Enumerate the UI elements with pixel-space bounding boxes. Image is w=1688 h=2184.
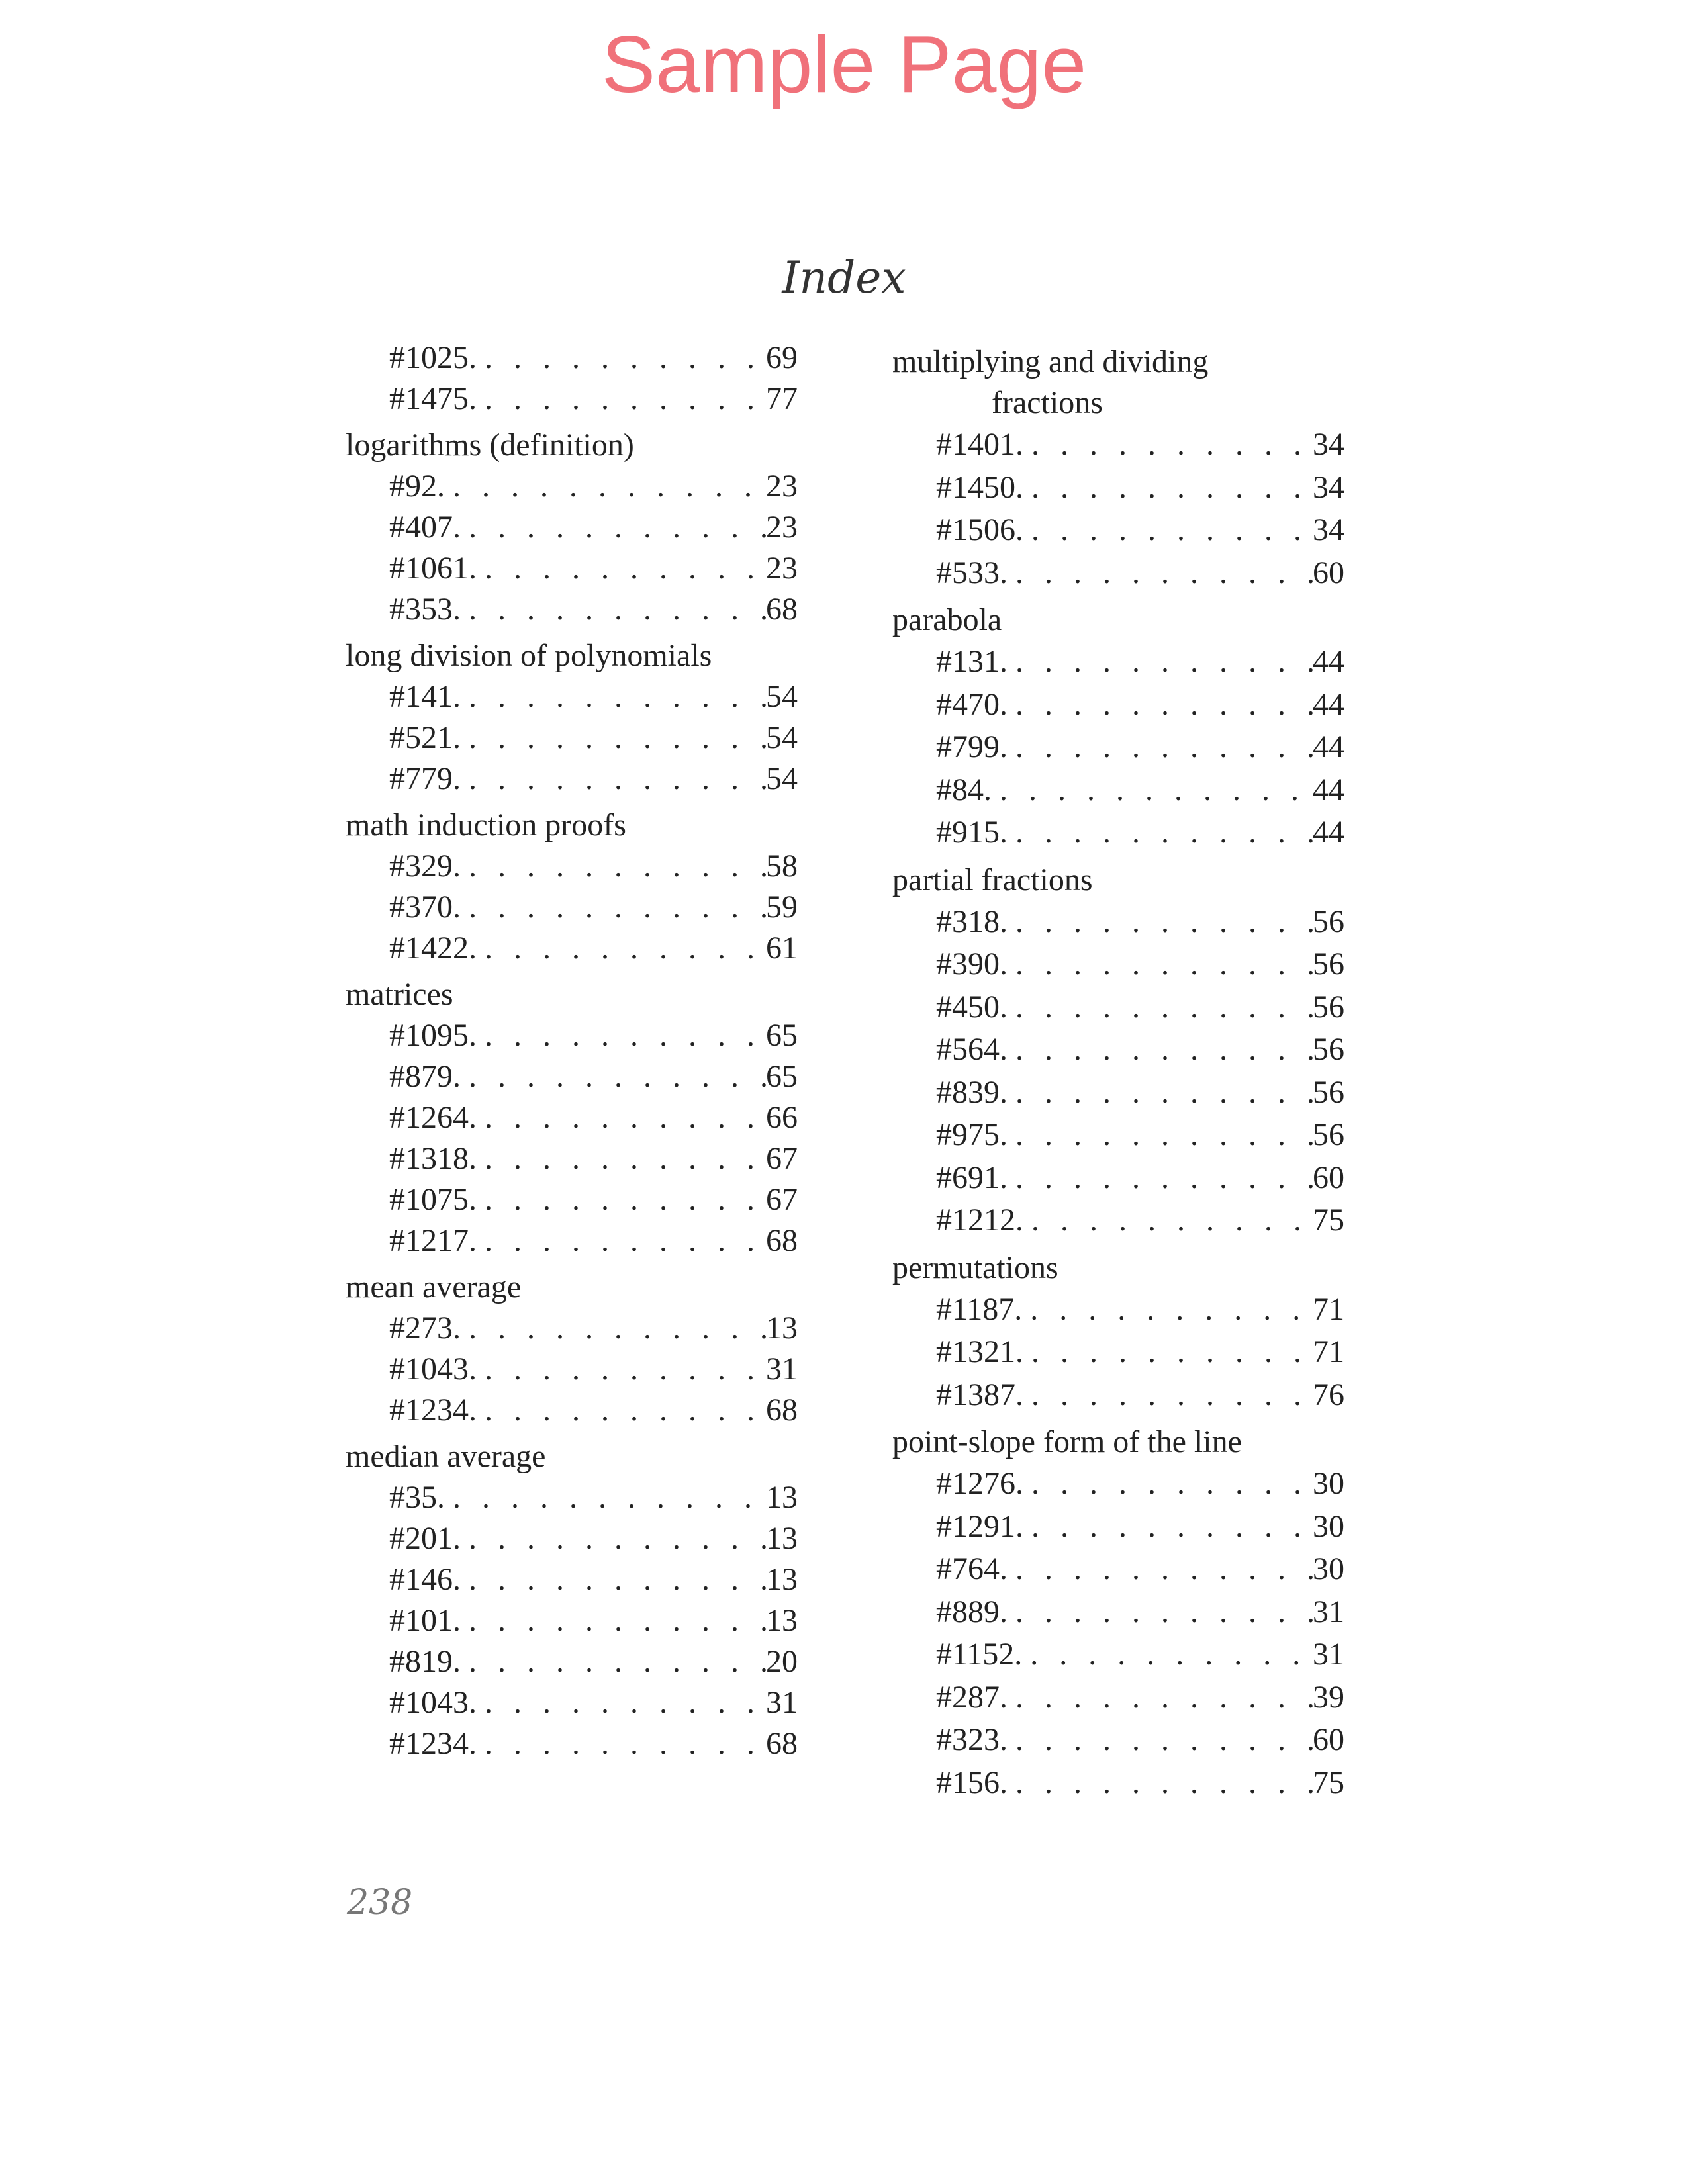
index-entry-page: 34 <box>1313 512 1344 547</box>
index-entry <box>346 1641 798 1682</box>
page-title: Index <box>782 252 906 303</box>
index-entry <box>892 1463 1344 1506</box>
index-entry <box>892 1762 1344 1805</box>
index-entry-ref: #35. <box>389 1480 445 1515</box>
index-entry-ref: #1276. <box>936 1466 1023 1501</box>
index-entry-ref: #879. <box>389 1059 461 1094</box>
index-entry-page: 76 <box>1313 1377 1344 1412</box>
index-entry-page: 30 <box>1313 1551 1344 1586</box>
index-term <box>346 1436 798 1477</box>
index-term-label: point-slope form of the line <box>892 1424 1242 1459</box>
index-entry <box>346 1390 798 1431</box>
index-term-label: median average <box>346 1439 546 1474</box>
index-left-column <box>346 338 798 1770</box>
index-entry <box>346 507 798 548</box>
index-entry-page: 13 <box>766 1521 798 1556</box>
index-entry-page: 20 <box>766 1644 798 1679</box>
index-entry-page: 71 <box>1313 1291 1344 1327</box>
index-entry-page: 75 <box>1313 1203 1344 1238</box>
dot-leader <box>461 1641 766 1682</box>
index-entry-page: 68 <box>766 1223 798 1258</box>
index-entry-ref: #146. <box>389 1562 461 1597</box>
index-entry-ref: #1234. <box>389 1392 477 1428</box>
index-entry <box>892 1071 1344 1115</box>
dot-leader <box>1023 509 1313 552</box>
index-entry-ref: #839. <box>936 1074 1008 1110</box>
index-entry <box>346 887 798 928</box>
index-entry-page: 68 <box>766 592 798 627</box>
index-entry-ref: #1506. <box>936 512 1023 547</box>
index-term-label: logarithms (definition) <box>346 428 634 463</box>
index-entry-page: 23 <box>766 510 798 545</box>
sample-page-watermark: Sample Page <box>601 19 1087 109</box>
index-entry-page: 65 <box>766 1018 798 1053</box>
index-entry <box>892 769 1344 812</box>
index-entry-page: 68 <box>766 1726 798 1761</box>
index-entry-ref: #799. <box>936 729 1008 764</box>
dot-leader <box>1022 1633 1313 1676</box>
index-entry-ref: #318. <box>936 903 1008 939</box>
dot-leader <box>461 1308 766 1349</box>
index-entry <box>346 1349 798 1390</box>
dot-leader <box>1008 684 1313 727</box>
index-entry-page: 31 <box>1313 1637 1344 1672</box>
dot-leader <box>461 1518 766 1559</box>
index-group <box>892 1248 1344 1417</box>
index-entry-ref: #201. <box>389 1521 461 1556</box>
index-entry <box>346 1138 798 1179</box>
index-entry-ref: #1291. <box>936 1508 1023 1544</box>
dot-leader <box>477 1390 766 1431</box>
dot-leader <box>1023 1374 1313 1417</box>
index-entry <box>346 1723 798 1764</box>
index-entry <box>346 1600 798 1641</box>
index-entry-ref: #329. <box>389 848 461 884</box>
index-entry-ref: #1401. <box>936 427 1023 462</box>
index-entry-page: 31 <box>766 1685 798 1720</box>
index-entry-page: 23 <box>766 551 798 586</box>
dot-leader <box>461 676 766 717</box>
index-entry <box>346 379 798 420</box>
dot-leader <box>1008 1676 1313 1719</box>
dot-leader <box>477 1682 766 1723</box>
dot-leader <box>477 1138 766 1179</box>
index-group <box>346 425 798 630</box>
index-entry-ref: #1475. <box>389 381 477 416</box>
index-group <box>892 860 1344 1242</box>
index-entry-page: 30 <box>1313 1466 1344 1501</box>
dot-leader <box>1008 1762 1313 1805</box>
index-term-label: matrices <box>346 977 453 1012</box>
index-entry <box>892 986 1344 1029</box>
index-entry <box>892 1506 1344 1549</box>
index-entry-page: 65 <box>766 1059 798 1094</box>
index-group <box>346 338 798 420</box>
index-entry <box>892 901 1344 944</box>
index-entry <box>892 1374 1344 1417</box>
dot-leader <box>1008 641 1313 684</box>
index-entry <box>346 1015 798 1056</box>
index-entry <box>346 758 798 799</box>
index-entry <box>346 338 798 379</box>
index-entry-page: 34 <box>1313 469 1344 505</box>
index-entry-page: 75 <box>1313 1764 1344 1800</box>
dot-leader <box>1008 1028 1313 1071</box>
index-entry <box>892 424 1344 467</box>
index-entry-page: 31 <box>766 1351 798 1387</box>
dot-leader <box>461 507 766 548</box>
index-term-label: long division of polynomials <box>346 638 712 673</box>
index-entry-ref: #1450. <box>936 469 1023 505</box>
index-term <box>346 974 798 1015</box>
index-entry-page: 56 <box>1313 1074 1344 1110</box>
index-term <box>892 600 1344 641</box>
index-entry <box>346 1682 798 1723</box>
index-entry-ref: #1152. <box>936 1637 1023 1672</box>
index-group <box>346 974 798 1261</box>
index-entry <box>892 641 1344 684</box>
index-entry-ref: #1061. <box>389 551 477 586</box>
index-entry-ref: #273. <box>389 1310 461 1345</box>
index-entry-ref: #353. <box>389 592 461 627</box>
index-entry-page: 66 <box>766 1100 798 1135</box>
index-entry-page: 59 <box>766 889 798 925</box>
index-entry-ref: #1264. <box>389 1100 477 1135</box>
index-entry-page: 13 <box>766 1480 798 1515</box>
index-entry <box>346 1179 798 1220</box>
dot-leader <box>477 928 766 969</box>
index-entry-page: 44 <box>1313 772 1344 807</box>
dot-leader <box>1022 1289 1313 1332</box>
index-entry <box>346 589 798 630</box>
dot-leader <box>477 338 766 379</box>
index-group <box>892 341 1344 594</box>
dot-leader <box>461 589 766 630</box>
index-entry-ref: #1025. <box>389 340 477 375</box>
index-group <box>346 1267 798 1431</box>
index-entry <box>346 1477 798 1518</box>
index-entry-page: 54 <box>766 720 798 755</box>
index-term <box>892 1248 1344 1289</box>
index-entry-ref: #390. <box>936 946 1008 981</box>
index-entry <box>346 1518 798 1559</box>
index-group <box>346 1436 798 1764</box>
dot-leader <box>1008 1114 1313 1157</box>
index-group <box>346 635 798 799</box>
dot-leader <box>1023 1199 1313 1242</box>
index-entry-ref: #1234. <box>389 1726 477 1761</box>
index-entry-ref: #407. <box>389 510 461 545</box>
index-term-label: permutations <box>892 1250 1058 1285</box>
index-entry-page: 54 <box>766 761 798 796</box>
index-entry-page: 60 <box>1313 555 1344 590</box>
dot-leader <box>461 1600 766 1641</box>
index-entry-page: 23 <box>766 469 798 504</box>
index-term-label: partial fractions <box>892 862 1093 897</box>
index-entry-page: 58 <box>766 848 798 884</box>
index-term <box>892 341 1344 424</box>
index-entry-page: 56 <box>1313 1117 1344 1152</box>
index-entry-ref: #564. <box>936 1032 1008 1067</box>
index-group <box>346 805 798 969</box>
dot-leader <box>1008 901 1313 944</box>
index-entry <box>346 1559 798 1600</box>
index-entry <box>892 1157 1344 1200</box>
index-entry-page: 34 <box>1313 427 1344 462</box>
index-entry-ref: #84. <box>936 772 992 807</box>
dot-leader <box>461 717 766 758</box>
index-entry-ref: #156. <box>936 1764 1008 1800</box>
dot-leader <box>1023 424 1313 467</box>
dot-leader <box>477 1220 766 1261</box>
index-term <box>892 860 1344 901</box>
index-entry <box>892 1633 1344 1676</box>
dot-leader <box>445 466 766 507</box>
index-entry-page: 54 <box>766 679 798 714</box>
index-entry-page: 44 <box>1313 644 1344 679</box>
index-entry-ref: #889. <box>936 1594 1008 1629</box>
index-entry-page: 56 <box>1313 903 1344 939</box>
dot-leader <box>477 379 766 420</box>
dot-leader <box>477 1723 766 1764</box>
index-entry <box>892 726 1344 769</box>
index-entry-ref: #323. <box>936 1722 1008 1757</box>
index-entry-ref: #915. <box>936 815 1008 850</box>
dot-leader <box>445 1477 766 1518</box>
index-right-column <box>892 341 1344 1809</box>
index-entry-page: 61 <box>766 931 798 966</box>
index-entry <box>346 1308 798 1349</box>
index-entry-ref: #101. <box>389 1603 461 1638</box>
index-entry <box>892 811 1344 854</box>
index-entry <box>892 509 1344 552</box>
index-entry <box>892 467 1344 510</box>
index-entry-page: 60 <box>1313 1722 1344 1757</box>
dot-leader <box>461 846 766 887</box>
dot-leader <box>1008 986 1313 1029</box>
index-entry-ref: #1043. <box>389 1351 477 1387</box>
index-entry-page: 13 <box>766 1603 798 1638</box>
index-entry-ref: #691. <box>936 1160 1008 1195</box>
index-entry <box>892 684 1344 727</box>
index-entry-page: 67 <box>766 1141 798 1176</box>
index-entry-page: 71 <box>1313 1334 1344 1369</box>
index-entry-ref: #819. <box>389 1644 461 1679</box>
dot-leader <box>992 769 1313 812</box>
index-term <box>346 805 798 846</box>
dot-leader <box>477 1349 766 1390</box>
index-entry-ref: #1422. <box>389 931 477 966</box>
index-entry-page: 13 <box>766 1310 798 1345</box>
index-entry-ref: #779. <box>389 761 461 796</box>
index-entry <box>346 548 798 589</box>
index-entry-page: 39 <box>1313 1679 1344 1715</box>
index-term-label: parabola <box>892 602 1002 637</box>
index-entry <box>892 1676 1344 1719</box>
page-number: 238 <box>347 1883 413 1923</box>
dot-leader <box>1008 1071 1313 1115</box>
index-term <box>892 1422 1344 1463</box>
dot-leader <box>477 1015 766 1056</box>
index-entry-ref: #975. <box>936 1117 1008 1152</box>
dot-leader <box>477 1179 766 1220</box>
index-entry-page: 44 <box>1313 815 1344 850</box>
index-entry-page: 31 <box>1313 1594 1344 1629</box>
index-entry-page: 60 <box>1313 1160 1344 1195</box>
index-entry-page: 67 <box>766 1182 798 1217</box>
index-entry-page: 13 <box>766 1562 798 1597</box>
index-term <box>346 635 798 676</box>
dot-leader <box>1008 1548 1313 1591</box>
index-entry <box>892 1548 1344 1591</box>
index-entry <box>892 552 1344 595</box>
index-term-label: math induction proofs <box>346 807 626 842</box>
index-entry-ref: #450. <box>936 989 1008 1024</box>
index-group <box>892 1422 1344 1804</box>
index-term-label: multiplying and dividing <box>892 344 1209 379</box>
dot-leader <box>1008 552 1313 595</box>
dot-leader <box>461 758 766 799</box>
dot-leader <box>1008 1591 1313 1634</box>
index-entry <box>346 1097 798 1138</box>
index-entry <box>892 1331 1344 1374</box>
index-entry-ref: #1043. <box>389 1685 477 1720</box>
dot-leader <box>1008 726 1313 769</box>
index-entry-ref: #470. <box>936 686 1008 722</box>
index-entry-ref: #764. <box>936 1551 1008 1586</box>
dot-leader <box>461 887 766 928</box>
index-entry-ref: #1318. <box>389 1141 477 1176</box>
index-entry <box>892 1028 1344 1071</box>
index-entry-page: 44 <box>1313 686 1344 722</box>
dot-leader <box>1008 943 1313 986</box>
index-entry <box>892 1591 1344 1634</box>
index-entry <box>892 1199 1344 1242</box>
index-entry-ref: #1217. <box>389 1223 477 1258</box>
index-entry <box>346 1220 798 1261</box>
dot-leader <box>461 1056 766 1097</box>
index-entry-ref: #533. <box>936 555 1008 590</box>
index-entry-page: 69 <box>766 340 798 375</box>
dot-leader <box>477 548 766 589</box>
index-entry-page: 56 <box>1313 1032 1344 1067</box>
index-entry-ref: #131. <box>936 644 1008 679</box>
index-entry <box>346 717 798 758</box>
index-entry <box>892 943 1344 986</box>
dot-leader <box>1008 811 1313 854</box>
index-term-continuation: fractions <box>992 385 1103 420</box>
index-term <box>346 425 798 466</box>
index-entry <box>346 1056 798 1097</box>
index-entry-page: 68 <box>766 1392 798 1428</box>
index-entry <box>346 466 798 507</box>
index-term-label: mean average <box>346 1269 522 1304</box>
dot-leader <box>1023 1331 1313 1374</box>
index-entry-ref: #92. <box>389 469 445 504</box>
dot-leader <box>1008 1157 1313 1200</box>
index-entry-ref: #1075. <box>389 1182 477 1217</box>
index-entry-page: 56 <box>1313 946 1344 981</box>
dot-leader <box>461 1559 766 1600</box>
index-entry <box>892 1114 1344 1157</box>
index-entry-ref: #141. <box>389 679 461 714</box>
index-group <box>892 600 1344 854</box>
index-entry <box>346 928 798 969</box>
index-entry-page: 56 <box>1313 989 1344 1024</box>
index-entry <box>892 1719 1344 1762</box>
index-entry <box>346 846 798 887</box>
index-entry-page: 44 <box>1313 729 1344 764</box>
dot-leader <box>477 1097 766 1138</box>
dot-leader <box>1023 467 1313 510</box>
index-entry-ref: #287. <box>936 1679 1008 1715</box>
index-entry-ref: #370. <box>389 889 461 925</box>
index-entry-ref: #521. <box>389 720 461 755</box>
dot-leader <box>1008 1719 1313 1762</box>
dot-leader <box>1023 1463 1313 1506</box>
dot-leader <box>1023 1506 1313 1549</box>
index-entry <box>892 1289 1344 1332</box>
index-entry-page: 77 <box>766 381 798 416</box>
index-entry-ref: #1212. <box>936 1203 1023 1238</box>
index-entry-ref: #1387. <box>936 1377 1023 1412</box>
index-entry-page: 30 <box>1313 1508 1344 1544</box>
index-entry-ref: #1095. <box>389 1018 477 1053</box>
index-term <box>346 1267 798 1308</box>
index-entry-ref: #1187. <box>936 1291 1023 1327</box>
index-entry <box>346 676 798 717</box>
index-entry-ref: #1321. <box>936 1334 1023 1369</box>
